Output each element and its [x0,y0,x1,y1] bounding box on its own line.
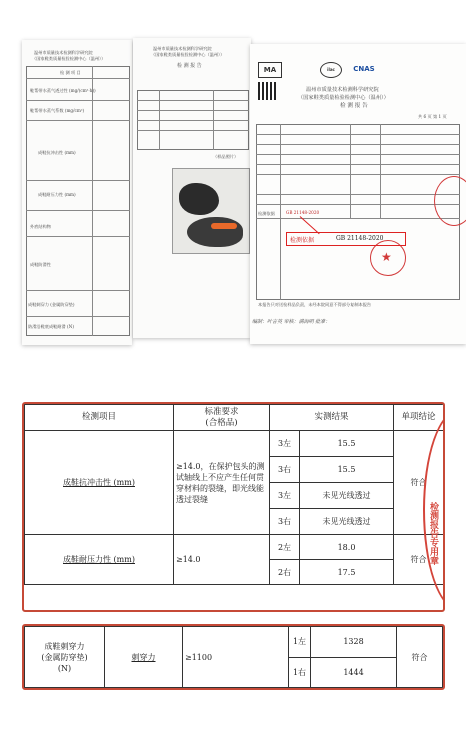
mid-report-center: （国家鞋类质量检验检测中心（温州）） [151,52,225,57]
result-value: 1444 [311,657,397,688]
header-conclusion: 单项结论 [394,405,444,431]
result-side: 3右 [270,509,300,535]
left-report-page [22,40,132,345]
sub-item-puncture: 刺穿力 [105,627,183,688]
right-report-footer-note: 本报告只对送检样品负责，未经本院同意不得部分复制本报告 [258,302,372,307]
result-side: 3右 [270,457,300,483]
stamp-star-icon: ★ [381,250,392,264]
right-report-title: 检 测 报 告 [340,103,368,109]
left-report-header: 检 测 项 目 [60,70,81,75]
table-row [25,627,443,658]
cma-logo: MA [258,62,282,78]
conclusion-compression: 符合 [394,535,444,585]
left-report-row-8: 防滑沿鞋底成鞋耐滑 (N) [28,324,74,329]
mid-report-photo-caption: （样品照片） [213,154,239,159]
right-report-center: （国家鞋类质量检验检测中心（温州）） [298,95,389,101]
mid-report-title: 检 测 报 告 [177,63,202,69]
header-requirement: 标准要求 (合格品) [174,405,270,431]
conclusion-puncture: 符合 [397,627,443,688]
item-puncture-force: 成鞋刺穿力 (金属防穿垫) (N) [25,627,105,688]
right-report-basis-small-value: GB 21148-2020 [286,210,320,215]
left-report-row-6: 成鞋防滑性 [30,262,51,267]
result-side: 3左 [270,483,300,509]
header-test-item: 检测项目 [25,405,174,431]
qr-code-icon [258,82,276,100]
right-report-institute: 温州市质量技术检测科学研究院 [306,87,379,93]
left-report-row-4: 成鞋耐压力性 (mm) [38,192,76,197]
ilac-logo: ilac [320,62,342,78]
result-value: 未见光线透过 [300,483,394,509]
left-report-row-3: 成鞋抗冲击性 (mm) [38,150,76,155]
table-row [25,431,444,457]
result-value: 17.5 [300,560,394,585]
requirement-impact: ≥14.0，在保护包头的测试轴线上不应产生任何贯穿材料的裂缝，即光线能透过裂缝 [174,431,270,535]
cnas-logo: CNAS [353,65,375,73]
result-side: 2右 [270,560,300,585]
mid-report-institute: 温州市质量技术检测科学研究院 [153,46,212,51]
report-seal-text: 检测报告专用章 [428,502,438,565]
left-report-row-2: 鞋帮带水蒸气系数 (mg/cm²) [30,108,85,113]
item-compression-resistance: 成鞋耐压力性 (mm) [25,535,174,585]
header-results: 实测结果 [270,405,394,431]
left-report-row-7: 成鞋刺穿力 (金属防穿垫) [28,302,75,307]
result-value: 未见光线透过 [300,509,394,535]
conclusion-impact: 符合 [394,431,444,535]
right-report-page-note: 共 6 页 第 1 页 [418,114,447,119]
table-row [25,535,444,560]
basis-label: 检测依据 [290,237,315,244]
result-value: 15.5 [300,457,394,483]
left-report-center: （国家鞋类质量检验检测中心（温州）） [32,56,106,61]
result-value: 15.5 [300,431,394,457]
edge-stamp-icon [434,176,466,226]
result-side: 1右 [289,657,311,688]
left-report-row-5: 外底结构物 [30,224,51,229]
left-report-table [26,66,130,336]
result-value: 1328 [311,627,397,658]
shoe-sample-photo [172,168,250,254]
left-report-institute: 温州市质量技术检测科学研究院 [34,50,93,55]
result-value: 18.0 [300,535,394,560]
right-report-signatures: 编制：叶言英 审核：满海明 批准： [252,319,331,325]
requirement-compression: ≥14.0 [174,535,270,585]
basis-value: GB 21148-2020 [336,235,384,242]
result-side: 3左 [270,431,300,457]
result-side: 2左 [270,535,300,560]
right-report-basis-small: 检测依据 [258,211,275,216]
item-impact-resistance: 成鞋抗冲击性 (mm) [25,431,174,535]
left-report-row-1: 鞋帮带水蒸气透过性 (mg/(cm²·h)) [30,88,96,93]
requirement-puncture: ≥1100 [183,627,289,688]
test-results-table-1 [22,402,445,612]
result-side: 1左 [289,627,311,658]
report-seal-icon [415,410,445,610]
test-results-table-2 [22,624,445,690]
